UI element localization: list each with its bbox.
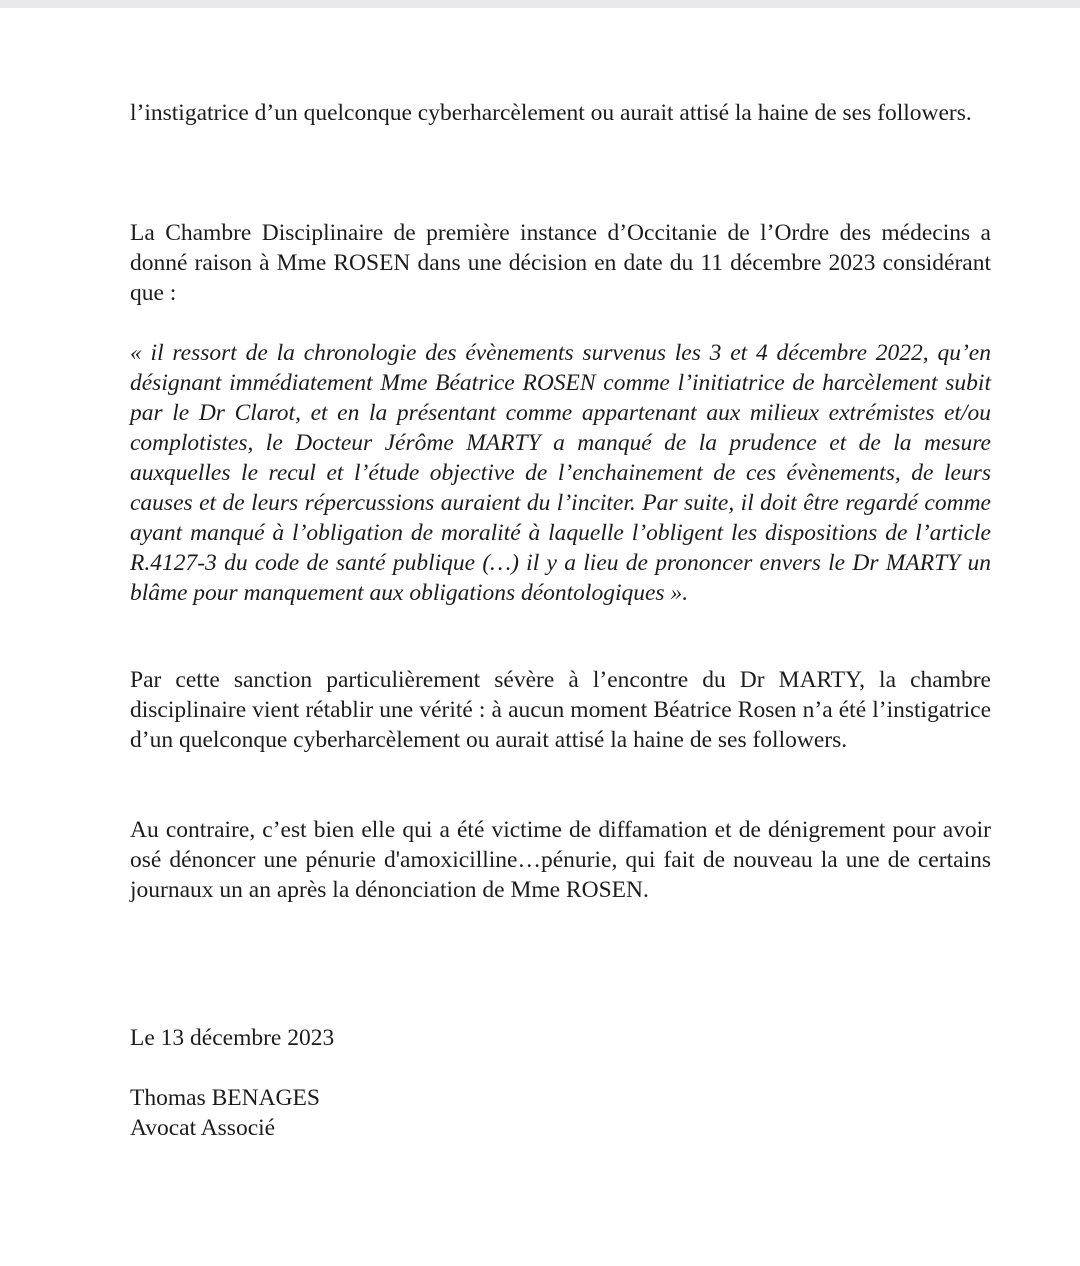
paragraph-contrary: Au contraire, c’est bien elle qui a été victime de diffamation et de dénigrement pour avoir osé dénoncer une pénurie d'amoxicilline…pénurie, qui fait de nouveau la une de certains journaux un an après la dénonciation de Mme ROSEN. [130,817,991,903]
signatory-name: Thomas BENAGES [130,1085,320,1111]
document-page [130,0,991,1266]
paragraph-decision: La Chambre Disciplinaire de première instance d’Occitanie de l’Ordre des médecins a donné raison à Mme ROSEN dans une décision en date du 11 décembre 2023 considérant que : [130,220,991,306]
date-line: Le 13 décembre 2023 [130,1025,335,1051]
signatory-title: Avocat Associé [130,1115,276,1141]
quote-decision: « il ressort de la chronologie des évènements survenus les 3 et 4 décembre 2022, qu’en désignant immédiatement Mme Béatrice ROSEN comme l’initiatrice de harcèlement subit par le Dr Clarot, et en la présentant comme appartenant aux milieux extrémistes et/ou complotistes, le Docteur Jérôme MARTY a manqué de la prudence et de la mesure auxquelles le recul et l’étude objective de l’enchainement de ces évènements, de leurs causes et de leurs répercussions auraient du l’inciter. Par suite, il doit être regardé comme ayant manqué à l’obligation de moralité à laquelle l’obligent les dispositions de l’article R.4127-3 du code de santé publique (…) il y a lieu de prononcer envers le Dr MARTY un blâme pour manquement aux obligations déontologiques ». [130,340,991,606]
paragraph-sanction: Par cette sanction particulièrement sévère à l’encontre du Dr MARTY, la chambre disciplinaire vient rétablir une vérité : à aucun moment Béatrice Rosen n’a été l’instigatrice d’un quelconque cyberharcèlement ou aurait attisé la haine de ses followers. [130,667,991,753]
paragraph-continuation: l’instigatrice d’un quelconque cyberharcèlement ou aurait attisé la haine de ses followers. [130,100,972,126]
